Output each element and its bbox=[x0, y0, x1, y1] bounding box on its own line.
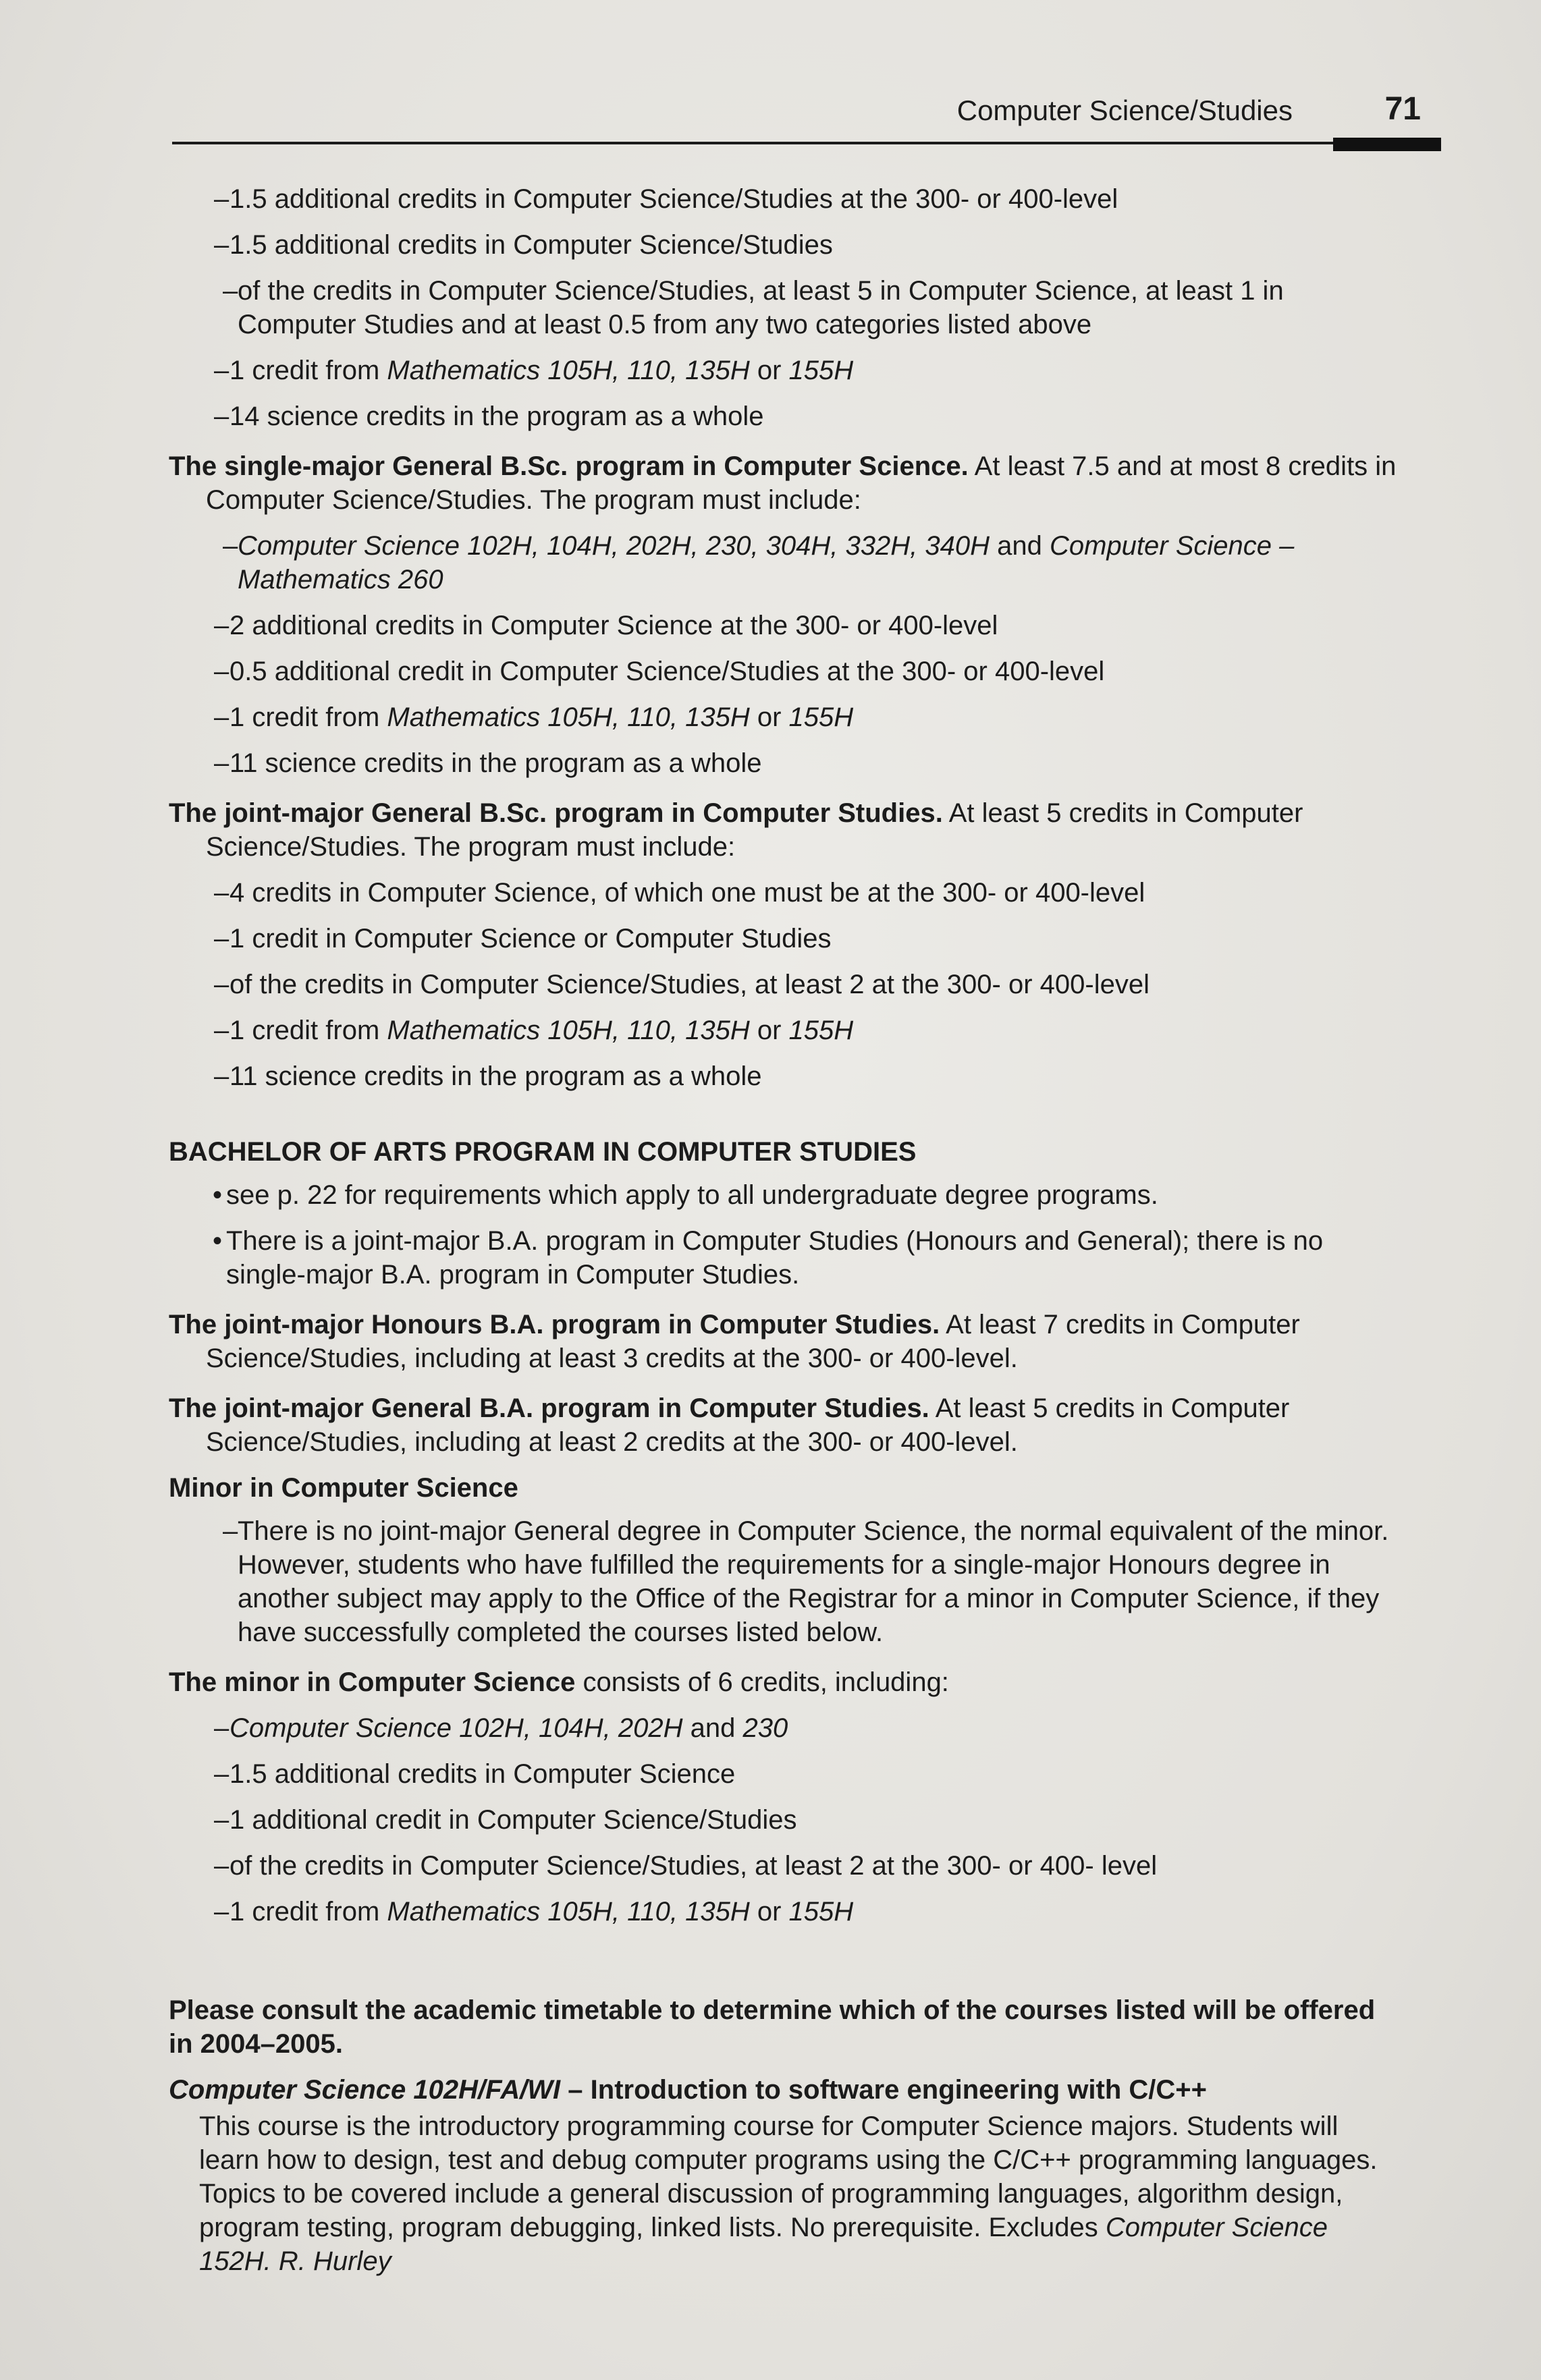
list-item: – 1 credit from Mathematics 105H, 110, 135H or 155H bbox=[214, 702, 854, 732]
list-item: – 1.5 additional credits in Computer Science/Studies bbox=[214, 230, 833, 260]
list-item: – of the credits in Computer Science/Studies, at least 2 at the 300- or 400-level bbox=[214, 970, 1150, 999]
page-number: 71 bbox=[1384, 91, 1421, 127]
list-item: – Computer Science 102H, 104H, 202H and 230 bbox=[214, 1713, 788, 1743]
list-item: – 1 credit from Mathematics 105H, 110, 135H or 155H bbox=[214, 356, 854, 385]
list-item: – 11 science credits in the program as a whole bbox=[214, 1061, 762, 1091]
list-item: – Computer Science 102H, 104H, 202H, 230, 304H, 332H, 340H and Computer Science – Mathematics 260 bbox=[223, 531, 1295, 594]
course-description: This course is the introductory programming course for Computer Science majors. Students will learn how to design, test and debug computer programs using the C/C++ programming languages. Topics to be covered include a general discussion of programming languages, algorithm design, program testing, program debugging, linked lists. No prerequisite. Excludes Computer Science 152H. R. Hurley bbox=[199, 2111, 1378, 2276]
timetable-notice: Please consult the academic timetable to determine which of the courses listed will be offered in 2004–2005. bbox=[169, 1995, 1376, 2059]
course-heading: Computer Science 102H/FA/WI – Introduction to software engineering with C/C++ bbox=[169, 2075, 1208, 2105]
list-item: – 2 additional credits in Computer Science at the 300- or 400-level bbox=[214, 611, 998, 640]
list-item: – 1.5 additional credits in Computer Science bbox=[214, 1759, 736, 1789]
list-item: – 1.5 additional credits in Computer Science/Studies at the 300- or 400-level bbox=[214, 184, 1118, 214]
list-item: – 14 science credits in the program as a whole bbox=[214, 402, 764, 431]
section-title: Computer Science/Studies bbox=[956, 94, 1293, 126]
program-paragraph: The minor in Computer Science consists of 6 credits, including: bbox=[169, 1667, 949, 1697]
course-title: Introduction to software engineering with C/C++ bbox=[590, 2075, 1208, 2105]
list-item: – 0.5 additional credit in Computer Science/Studies at the 300- or 400-level bbox=[214, 657, 1105, 686]
header-rule bbox=[172, 142, 1441, 144]
list-item: – 11 science credits in the program as a whole bbox=[214, 748, 762, 778]
list-item: – 1 credit in Computer Science or Computer Studies bbox=[214, 924, 832, 953]
list-item: – 1 additional credit in Computer Science/Studies bbox=[214, 1805, 797, 1835]
course-code: Computer Science 102H/FA/WI bbox=[169, 2075, 561, 2105]
list-item: – 1 credit from Mathematics 105H, 110, 135H or 155H bbox=[214, 1016, 854, 1045]
section-heading: BACHELOR OF ARTS PROGRAM IN COMPUTER STUDIES bbox=[169, 1137, 917, 1167]
thumb-tab bbox=[1333, 138, 1441, 151]
list-item: – 4 credits in Computer Science, of which one must be at the 300- or 400-level bbox=[214, 878, 1145, 908]
list-item: – There is no joint-major General degree in Computer Science, the normal equivalent of the minor. However, students who have fulfilled the requirements for a single-major Honours degree in another subject may apply to the Office of the Registrar for a minor in Computer Science, if they have successfully completed the courses listed below. bbox=[223, 1516, 1389, 1647]
list-item: – 1 credit from Mathematics 105H, 110, 135H or 155H bbox=[214, 1897, 854, 1927]
running-header bbox=[172, 86, 1441, 161]
list-item: – of the credits in Computer Science/Studies, at least 2 at the 300- or 400- level bbox=[214, 1851, 1158, 1881]
program-paragraph: The single-major General B.Sc. program in Computer Science. At least 7.5 and at most 8 credits in Computer Science/Studies. The program must include: bbox=[169, 451, 1397, 515]
minor-heading: Minor in Computer Science bbox=[169, 1473, 518, 1503]
bullet-item: • see p. 22 for requirements which apply to all undergraduate degree programs. bbox=[213, 1180, 1158, 1210]
list-item: – of the credits in Computer Science/Studies, at least 5 in Computer Science, at least 1 in Computer Studies and at least 0.5 from any two categories listed above bbox=[223, 276, 1284, 339]
bullet-item: • There is a joint-major B.A. program in Computer Studies (Honours and General); there is no single-major B.A. program in Computer Studies. bbox=[213, 1226, 1324, 1290]
program-paragraph: The joint-major General B.Sc. program in Computer Studies. At least 5 credits in Computer Science/Studies. The program must include: bbox=[169, 798, 1303, 862]
program-paragraph: The joint-major General B.A. program in Computer Studies. At least 5 credits in Computer Science/Studies, including at least 2 credits at the 300- or 400-level. bbox=[169, 1393, 1290, 1457]
program-paragraph: The joint-major Honours B.A. program in Computer Studies. At least 7 credits in Computer Science/Studies, including at least 3 credits at the 300- or 400-level. bbox=[169, 1310, 1300, 1373]
page-content bbox=[169, 182, 1404, 2278]
